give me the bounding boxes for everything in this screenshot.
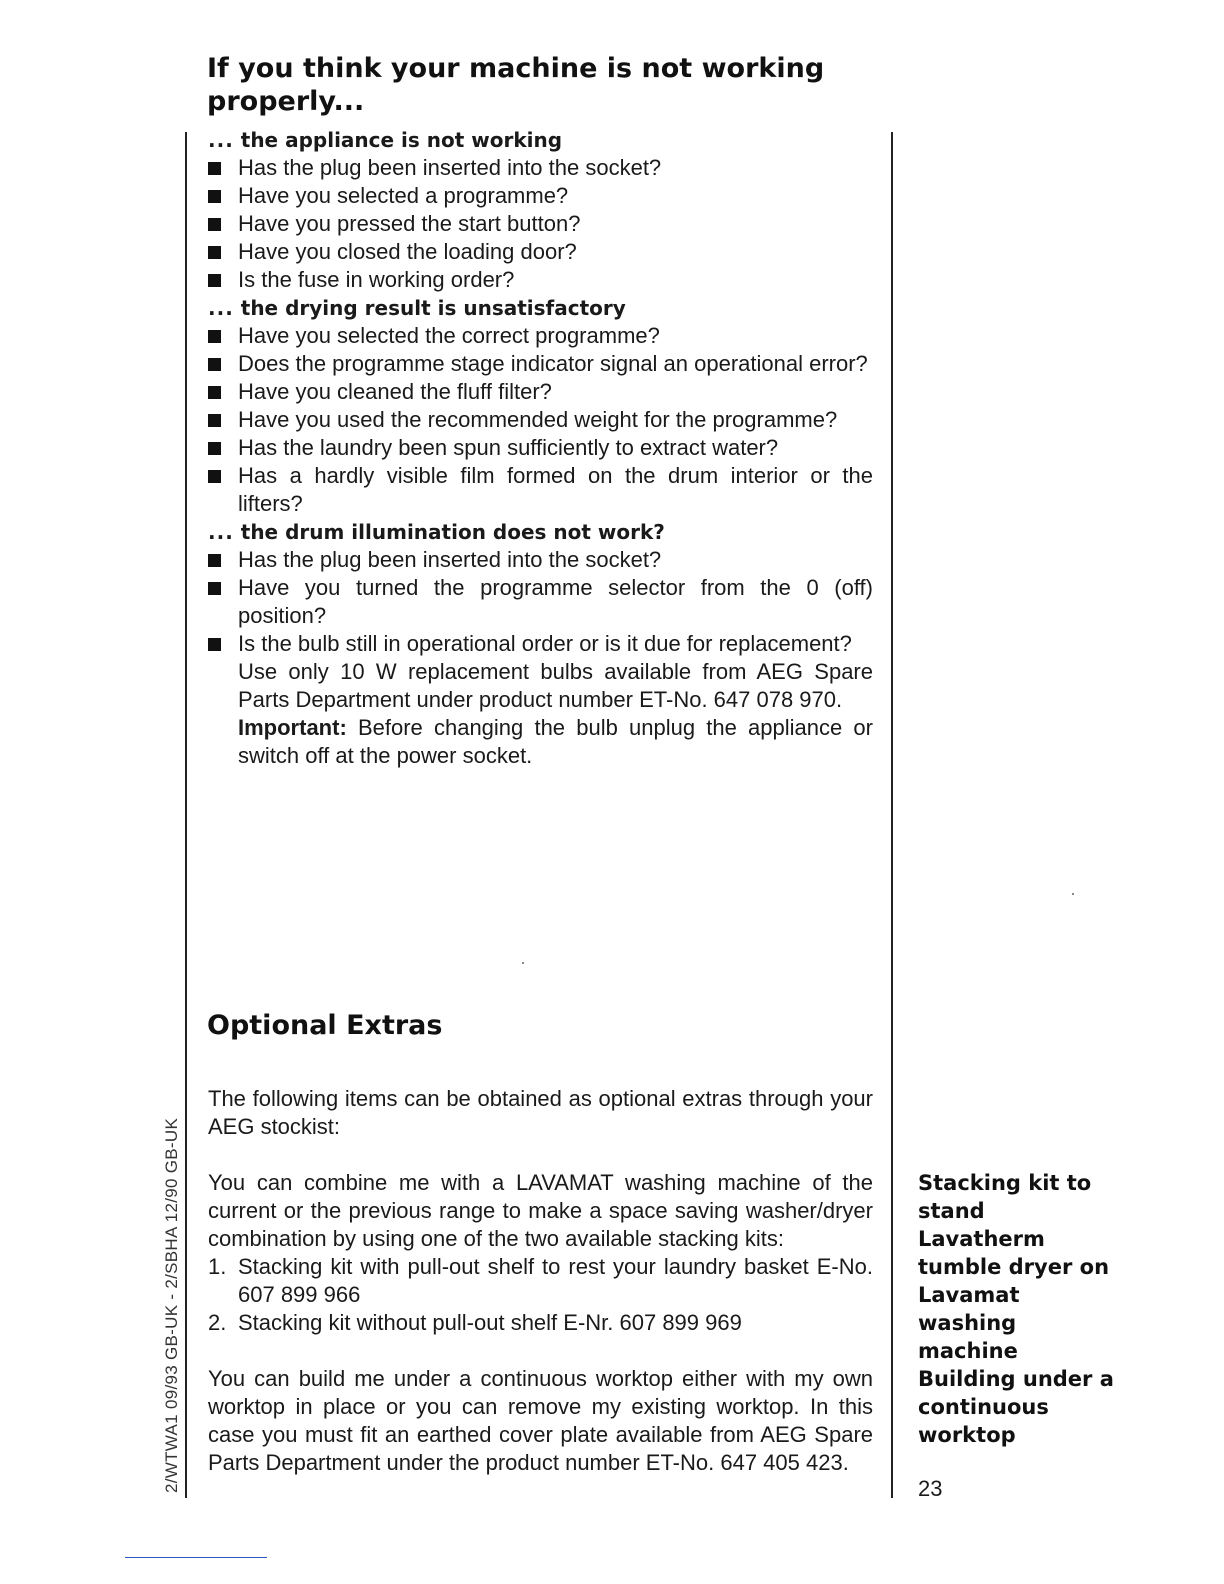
optional-extras-intro: The following items can be obtained as optional extras through your AEG stockist: — [208, 1086, 873, 1139]
stacking-text: You can combine me with a LAVAMAT washing machine of the current or the previous range to make a space saving washer/dryer combination by using one of the two available stacking kits: — [208, 1170, 873, 1251]
list-item: Have you turned the programme selector from the 0 (off) position? — [208, 574, 873, 630]
list-item: 1. Stacking kit with pull-out shelf to rest your laundry basket E-No. 607 899 966 — [208, 1254, 873, 1307]
section-heading: ... the drum illumination does not work? — [208, 520, 665, 544]
important-label: Important: — [238, 715, 347, 740]
list-item: Is the bulb still in operational order or is it due for replacement? — [208, 630, 873, 658]
page-number: 23 — [918, 1476, 943, 1501]
troubleshooting-list — [208, 126, 873, 770]
bullet-square-icon — [208, 218, 221, 231]
footer-line — [125, 1557, 267, 1558]
scan-speck — [1072, 893, 1074, 895]
list-item: Is the fuse in working order? — [208, 266, 873, 294]
scan-speck — [522, 962, 524, 964]
list-item: Have you cleaned the fluff filter? — [208, 378, 873, 406]
worktop-text: You can build me under a continuous worktop either with my own worktop in place or you can remove my existing worktop. In this case you must fit an earthed cover plate available from AEG Spare Parts Department under the product number ET-No. 647 405 423. — [208, 1366, 873, 1475]
section-heading: ... the drying result is unsatisfactory — [208, 296, 626, 320]
bullet-square-icon — [208, 162, 221, 175]
page-title: If you think your machine is not working properly... — [207, 53, 825, 117]
right-rule — [891, 132, 893, 1498]
stacking-section — [208, 1169, 873, 1337]
list-item: Have you selected the correct programme? — [208, 322, 873, 350]
sidebar-stacking-label: Stacking kit to stand Lavatherm tumble dryer on Lavamat washing machine — [918, 1171, 1110, 1363]
optional-extras-heading: Optional Extras — [207, 1010, 443, 1041]
section-heading: ... the appliance is not working — [208, 128, 563, 152]
important-note: Important: Before changing the bulb unplug the appliance or switch off at the power socket. — [238, 715, 873, 768]
bullet-square-icon — [208, 470, 221, 483]
sidebar-worktop-label: Building under a continuous worktop — [918, 1367, 1114, 1447]
list-item: Has the plug been inserted into the socket? — [208, 546, 873, 574]
bullet-square-icon — [208, 554, 221, 567]
list-item: 2. Stacking kit without pull-out shelf E-Nr. 607 899 969 — [208, 1310, 742, 1335]
bullet-square-icon — [208, 414, 221, 427]
margin-document-code: 2/WTWA1 09/93 GB-UK - 2/SBHA 12/90 GB-UK — [162, 1117, 181, 1493]
list-item: Has the plug been inserted into the socket? — [208, 154, 873, 182]
bullet-square-icon — [208, 330, 221, 343]
list-item: Have you closed the loading door? — [208, 238, 873, 266]
list-item: Have you used the recommended weight for the programme? — [208, 406, 873, 434]
list-item: Have you pressed the start button? — [208, 210, 873, 238]
bullet-square-icon — [208, 246, 221, 259]
bullet-square-icon — [208, 582, 221, 595]
list-item: Has the laundry been spun sufficiently to extract water? — [208, 434, 873, 462]
bullet-square-icon — [208, 442, 221, 455]
bullet-square-icon — [208, 274, 221, 287]
list-item: Have you selected a programme? — [208, 182, 873, 210]
list-item: Does the programme stage indicator signal an operational error? — [208, 350, 873, 378]
bullet-square-icon — [208, 638, 221, 651]
bullet-square-icon — [208, 190, 221, 203]
left-rule — [185, 132, 187, 1498]
bulb-note: Use only 10 W replacement bulbs available from AEG Spare Parts Department under product number ET-No. 647 078 970. — [238, 659, 873, 712]
bullet-square-icon — [208, 358, 221, 371]
bullet-square-icon — [208, 386, 221, 399]
list-item: Has a hardly visible film formed on the drum interior or the lifters? — [208, 462, 873, 518]
